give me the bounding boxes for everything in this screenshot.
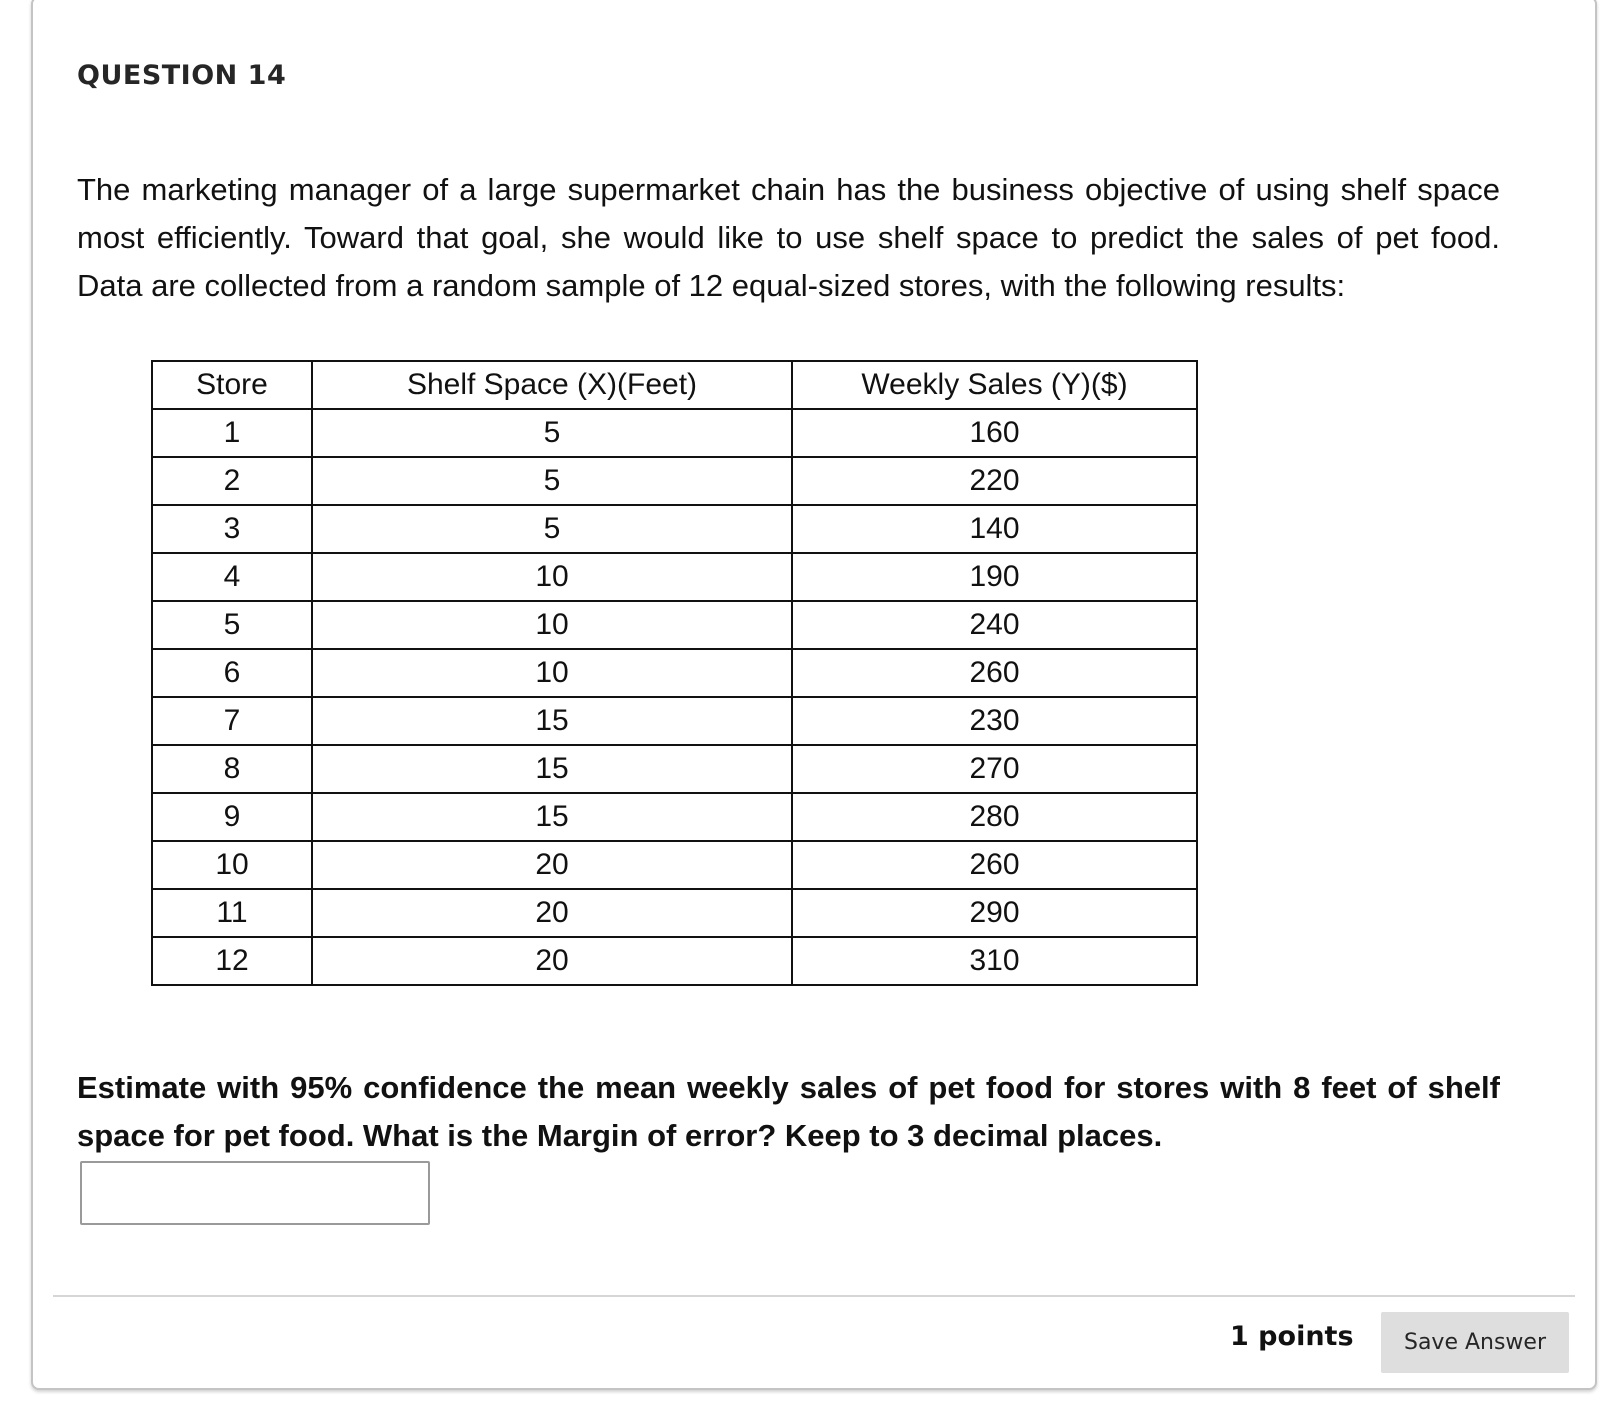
table-row	[152, 937, 1197, 985]
question-prompt: Estimate with 95% confidence the mean weekly sales of pet food for stores with 8 feet of shelf space for pet food. What is the Margin of error? Keep to 3 decimal places.	[77, 1070, 1500, 1153]
cell-weekly-sales: 270	[792, 745, 1197, 793]
cell-shelf-space: 10	[312, 649, 792, 697]
cell-weekly-sales: 260	[792, 649, 1197, 697]
cell-store: 8	[152, 745, 312, 793]
table-row	[152, 889, 1197, 937]
cell-store: 1	[152, 409, 312, 457]
table-row	[152, 505, 1197, 553]
cell-store: 3	[152, 505, 312, 553]
cell-store: 10	[152, 841, 312, 889]
cell-shelf-space: 5	[312, 409, 792, 457]
cell-store: 12	[152, 937, 312, 985]
cell-shelf-space: 15	[312, 697, 792, 745]
table-row	[152, 697, 1197, 745]
table-row	[152, 841, 1197, 889]
data-table	[151, 360, 1198, 986]
cell-weekly-sales: 160	[792, 409, 1197, 457]
save-answer-button[interactable]: Save Answer	[1381, 1312, 1569, 1373]
cell-shelf-space: 10	[312, 553, 792, 601]
table-header-row	[152, 361, 1197, 409]
header-shelf-space: Shelf Space (X)(Feet)	[312, 361, 792, 409]
cell-weekly-sales: 260	[792, 841, 1197, 889]
cell-weekly-sales: 290	[792, 889, 1197, 937]
header-weekly-sales: Weekly Sales (Y)($)	[792, 361, 1197, 409]
points-label: 1 points	[1230, 1321, 1354, 1352]
cell-store: 7	[152, 697, 312, 745]
cell-weekly-sales: 240	[792, 601, 1197, 649]
table-row	[152, 457, 1197, 505]
cell-shelf-space: 5	[312, 457, 792, 505]
cell-weekly-sales: 190	[792, 553, 1197, 601]
table-row	[152, 745, 1197, 793]
header-store: Store	[152, 361, 312, 409]
table-row	[152, 793, 1197, 841]
cell-store: 6	[152, 649, 312, 697]
cell-shelf-space: 15	[312, 745, 792, 793]
cell-shelf-space: 15	[312, 793, 792, 841]
cell-weekly-sales: 280	[792, 793, 1197, 841]
table-row	[152, 649, 1197, 697]
cell-shelf-space: 20	[312, 937, 792, 985]
table-row	[152, 553, 1197, 601]
question-text: The marketing manager of a large supermarket chain has the business objective of using shelf space most efficiently. Toward that goal, she would like to use shelf space to predict the sales of pet food. Data are collected from a random sample of 12 equal-sized stores, with the following results:	[77, 172, 1500, 303]
answer-input[interactable]	[80, 1161, 430, 1225]
cell-store: 9	[152, 793, 312, 841]
cell-store: 4	[152, 553, 312, 601]
cell-weekly-sales: 140	[792, 505, 1197, 553]
cell-store: 2	[152, 457, 312, 505]
question-title: QUESTION 14	[77, 60, 287, 91]
cell-shelf-space: 10	[312, 601, 792, 649]
cell-shelf-space: 20	[312, 889, 792, 937]
cell-weekly-sales: 230	[792, 697, 1197, 745]
cell-weekly-sales: 310	[792, 937, 1197, 985]
cell-store: 11	[152, 889, 312, 937]
table-row	[152, 601, 1197, 649]
table-row	[152, 409, 1197, 457]
footer-divider	[53, 1295, 1575, 1297]
cell-shelf-space: 5	[312, 505, 792, 553]
cell-weekly-sales: 220	[792, 457, 1197, 505]
cell-store: 5	[152, 601, 312, 649]
cell-shelf-space: 20	[312, 841, 792, 889]
